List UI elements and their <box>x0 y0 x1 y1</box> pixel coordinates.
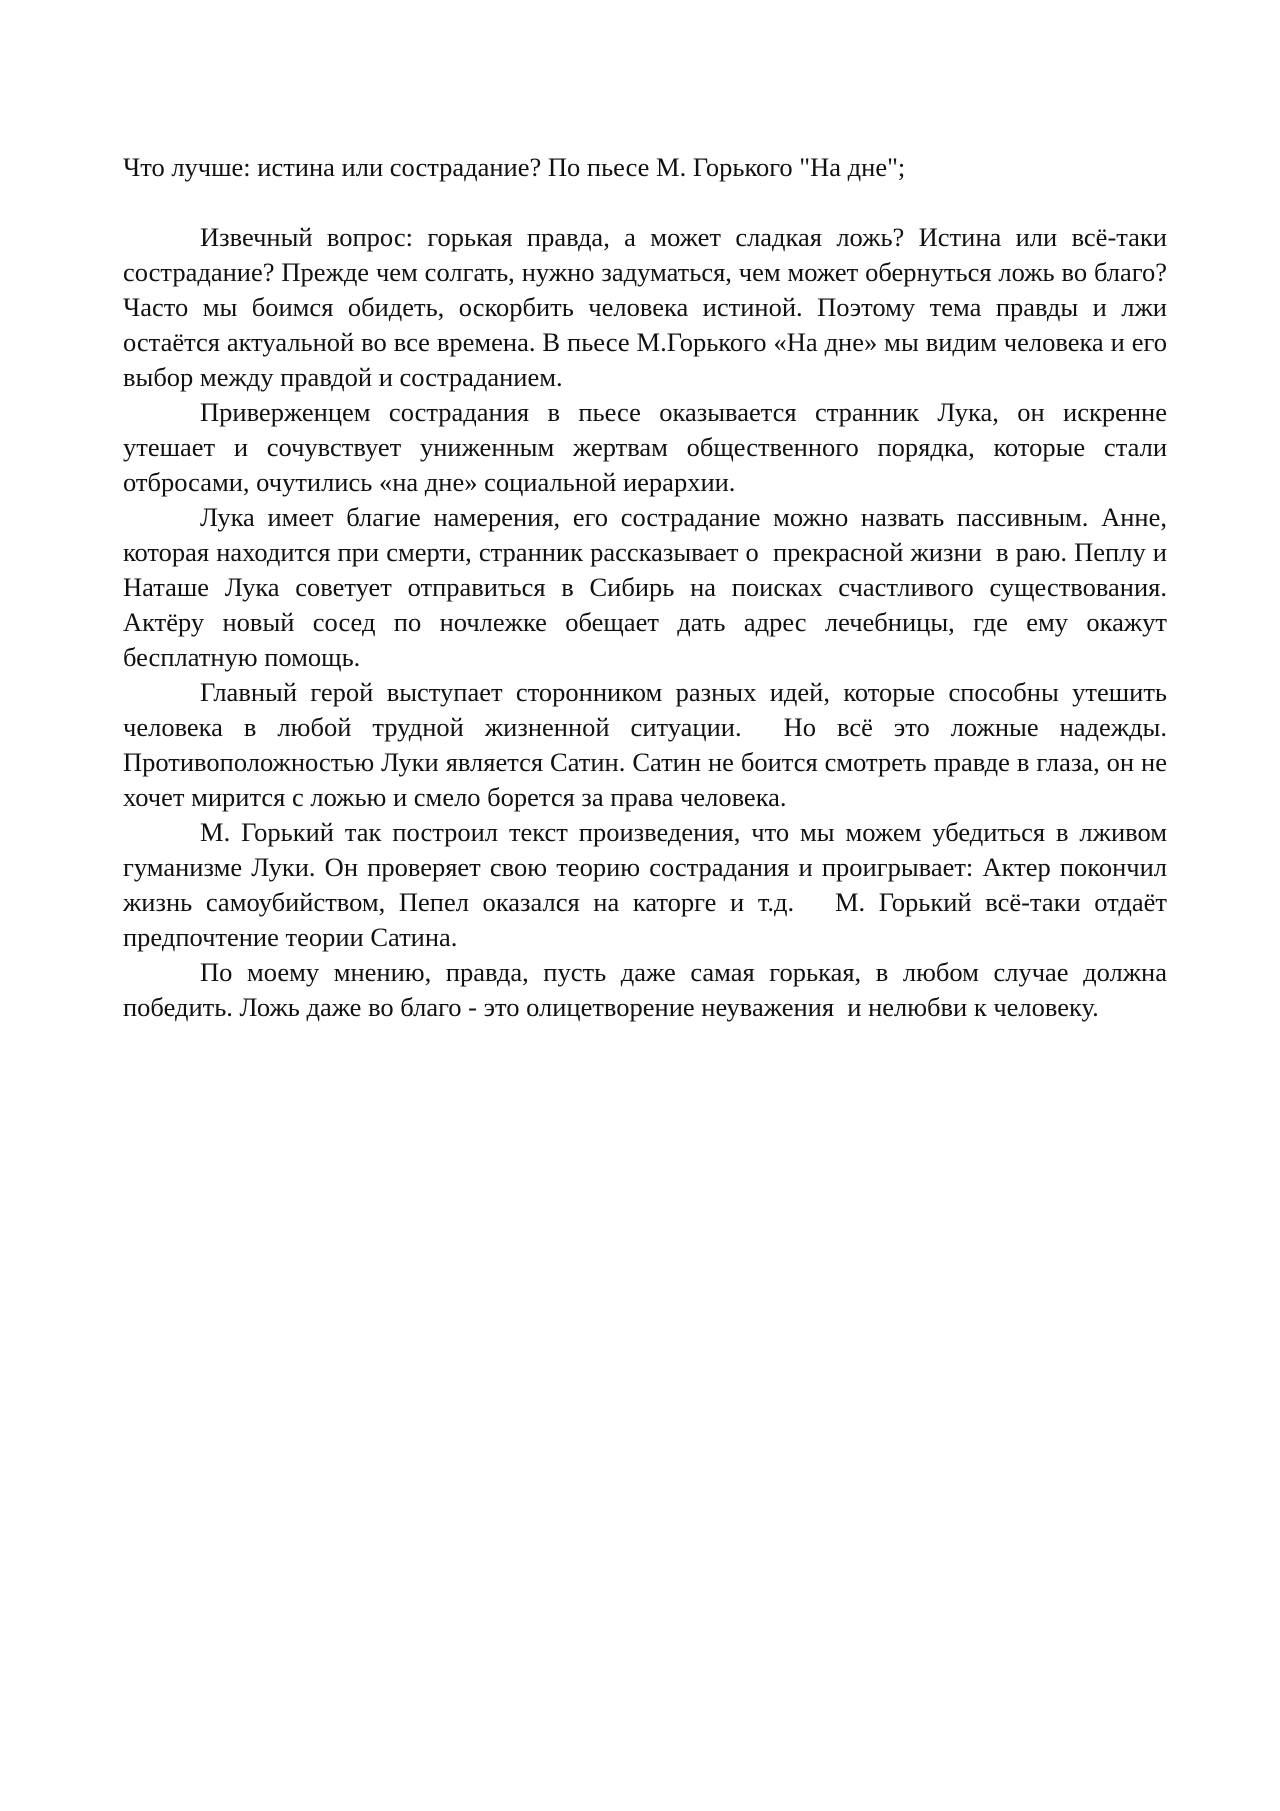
paragraph-2: Приверженцем сострадания в пьесе оказывается странник Лука, он искренне утешает и сочувствует униженным жертвам общественного порядка, которые стали отбросами, очутились «на дне» социальной иерархии. <box>123 397 1174 497</box>
paragraph-4: Главный герой выступает сторонником разных идей, которые способны утешить человека в любой трудной жизненной ситуации. Но всё это ложные надежды. Противоположностью Луки является Сатин. Сатин не боится смотреть правде в глаза, он не хочет мирится с ложью и смело борется за права человека. <box>123 677 1194 812</box>
paragraph-3: Лука имеет благие намерения, его сострадание можно назвать пассивным. Анне, которая находится при смерти, странник рассказывает о прекрасной жизни в раю. Пеплу и Наташе Лука советует отправиться в Сибирь на поисках счастливого существования. Актёру новый сосед по ночлежке обещает дать адрес лечебницы, где ему окажут бесплатную помощь. <box>123 502 1174 672</box>
document-body <box>123 150 1194 1025</box>
paragraph-1: Извечный вопрос: горькая правда, а может сладкая ложь? Истина или всё-таки сострадание? Прежде чем солгать, нужно задуматься, чем может обернуться ложь во благо? Часто мы боимся обидеть, оскорбить человека истиной. Поэтому тема правды и лжи остаётся актуальной во все времена. В пьесе М.Горького «На дне» мы видим человека и его выбор между правдой и состраданием. <box>123 222 1174 392</box>
document-title: Что лучше: истина или сострадание? По пьесе М. Горького "На дне"; <box>123 152 906 182</box>
paragraph-5: М. Горький так построил текст произведения, что мы можем убедиться в лживом гуманизме Луки. Он проверяет свою теорию сострадания и проигрывает: Актер покончил жизнь самоубийством, Пепел оказался на каторге и т.д. М. Горький всё-таки отдаёт предпочтение теории Сатина. <box>123 817 1174 952</box>
paragraph-6: По моему мнению, правда, пусть даже самая горькая, в любом случае должна победить. Ложь даже во благо - это олицетворение неуважения и нелюбви к человеку. <box>123 957 1174 1022</box>
